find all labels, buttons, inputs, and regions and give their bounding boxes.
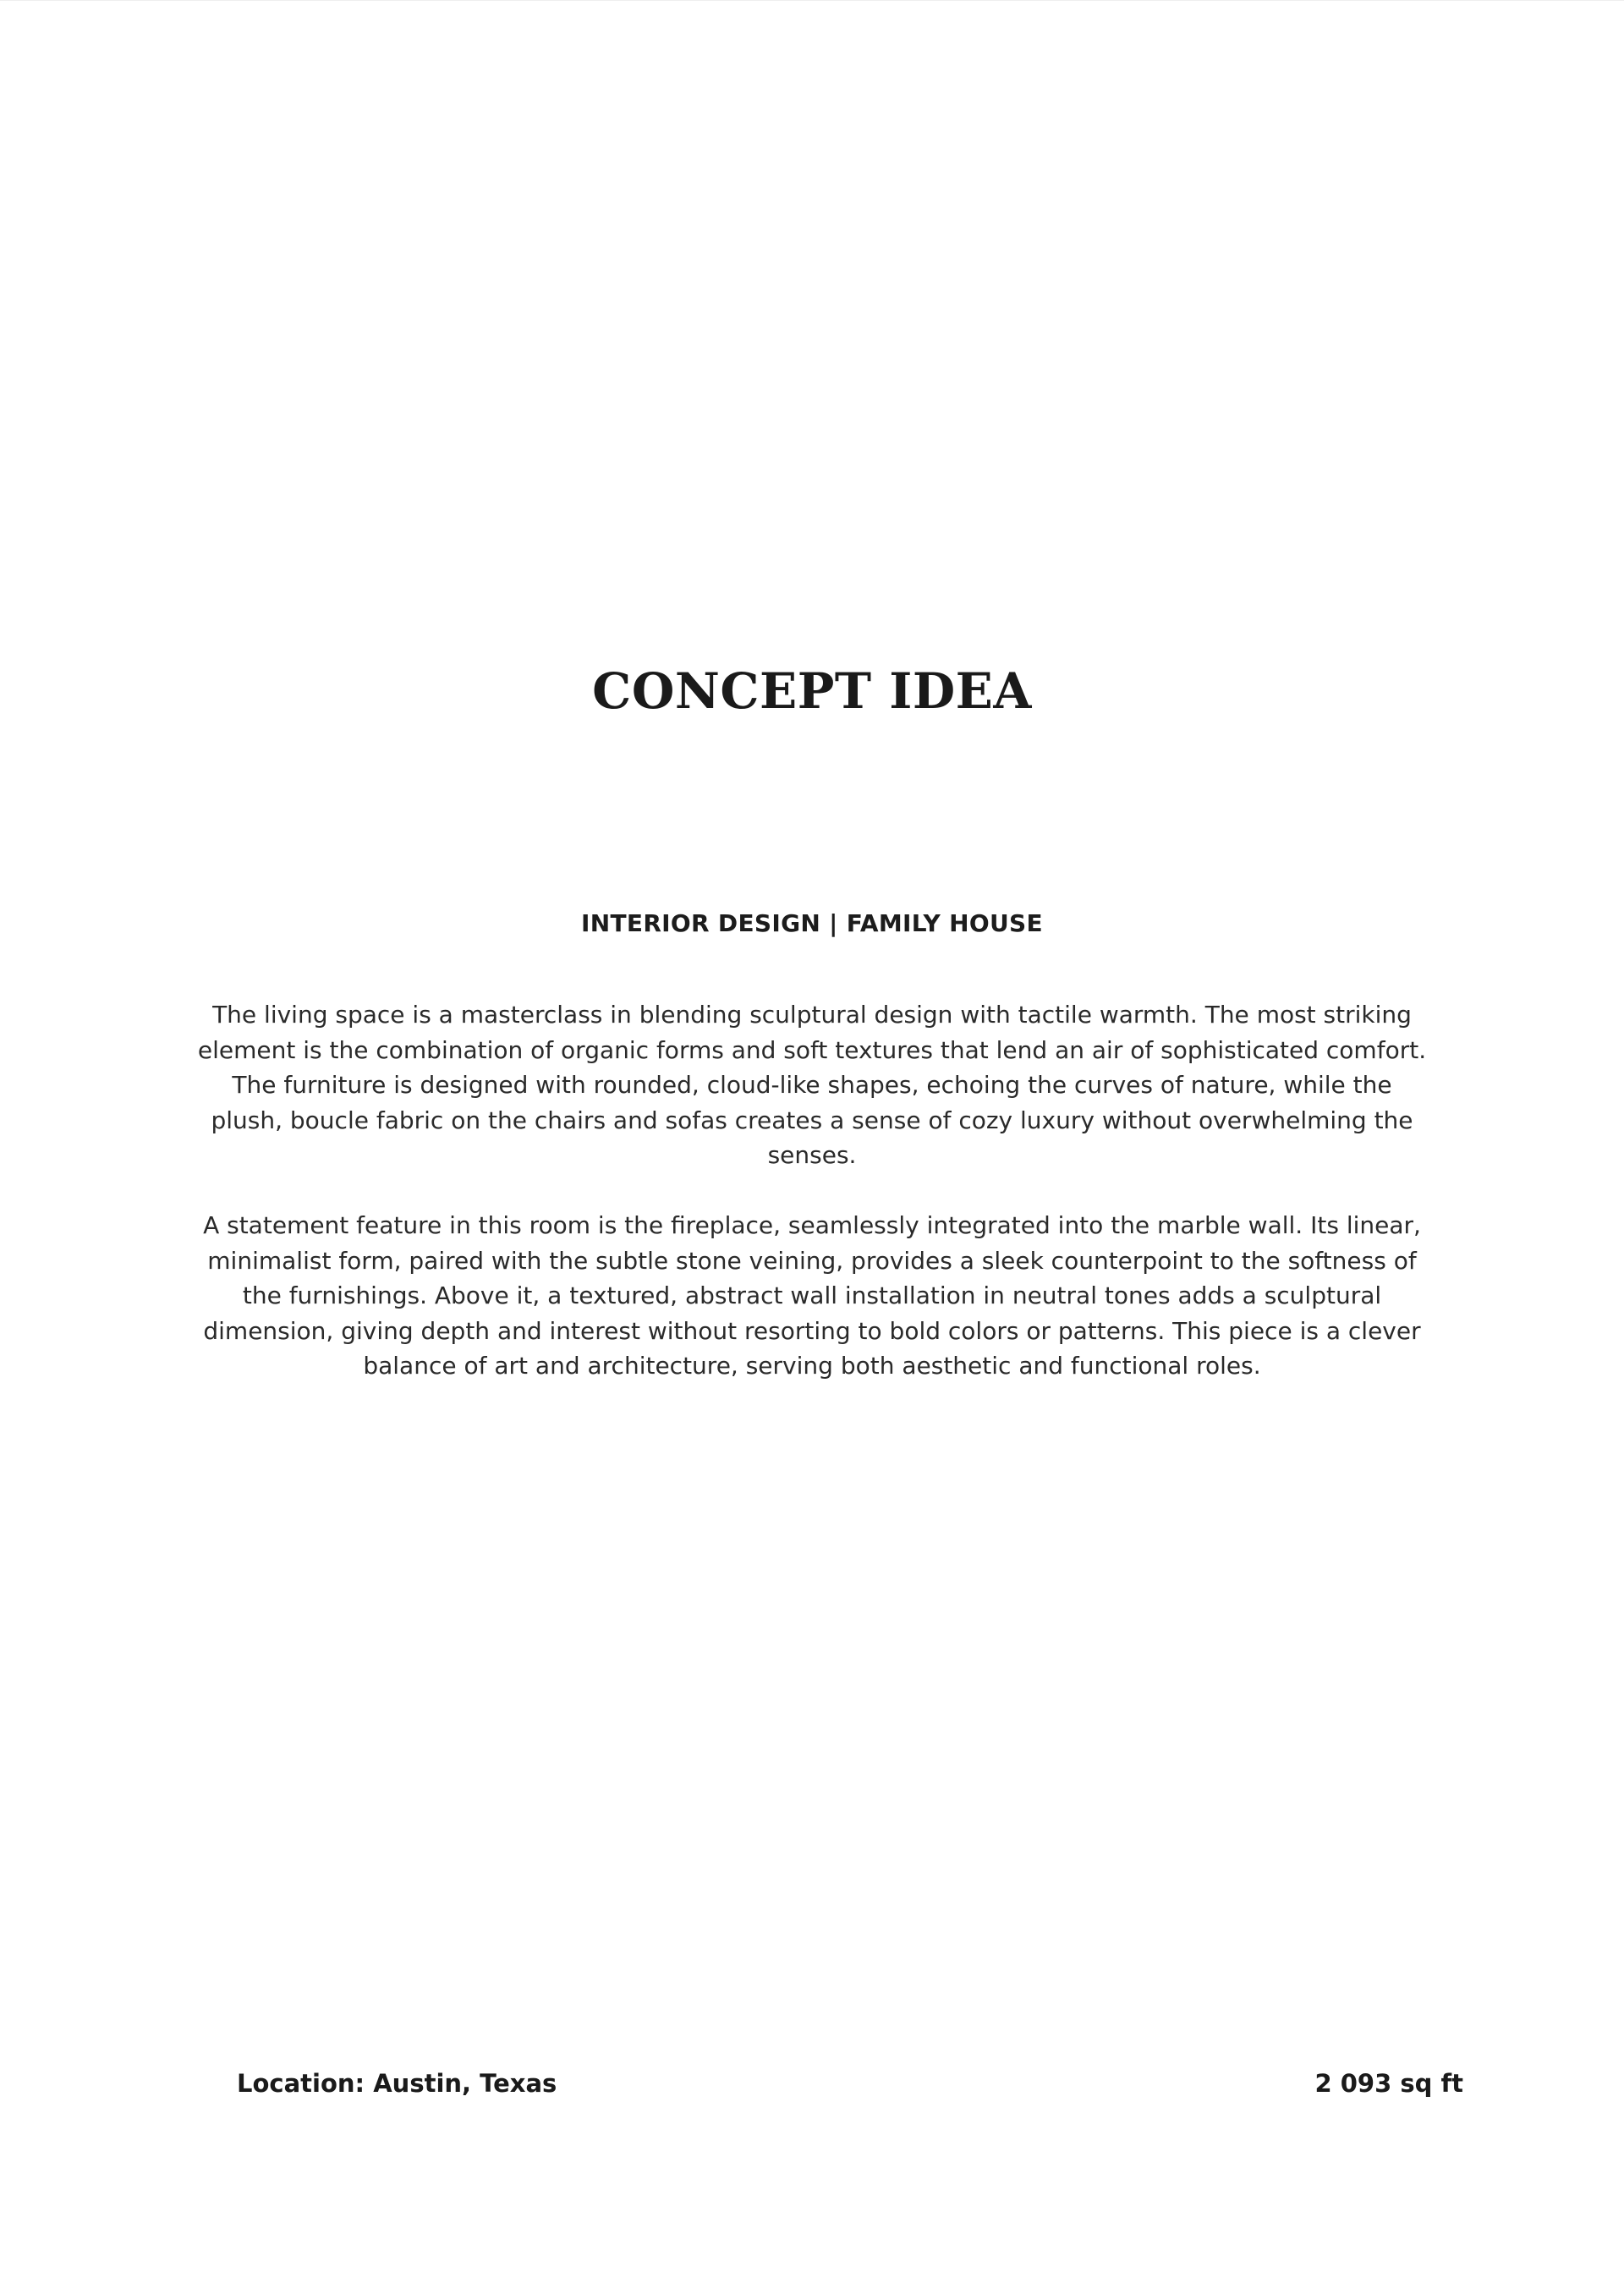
page-subtitle: INTERIOR DESIGN | FAMILY HOUSE [581, 909, 1043, 937]
page-title: CONCEPT IDEA [592, 662, 1032, 720]
paragraph-fireplace: A statement feature in this room is the fireplace, seamlessly integrated into the marble wall. Its linear, minimalist form, paired with the subtle stone veining, provides a sleek counterpoint to the softness of the furnishings. Above it, a textured, abstract wall installation in neutral tones adds a sculptural dimension, giving depth and interest without resorting to bold colors or patterns. This piece is a clever balance of art and architecture, serving both aesthetic and functional roles. [203, 1211, 1421, 1380]
paragraph-living-space: The living space is a masterclass in blending sculptural design with tactile warmth. The most striking element is the combination of organic forms and soft textures that lend an air of sophisticated comfort. The furniture is designed with rounded, cloud-like shapes, echoing the curves of nature, while the plush, boucle fabric on the chairs and sofas creates a sense of cozy luxury without overwhelming the senses. [197, 1001, 1427, 1169]
concept-description [195, 997, 1429, 1419]
area-label: 2 093 sq ft [1314, 2069, 1463, 2098]
location-label: Location: Austin, Texas [237, 2069, 557, 2098]
